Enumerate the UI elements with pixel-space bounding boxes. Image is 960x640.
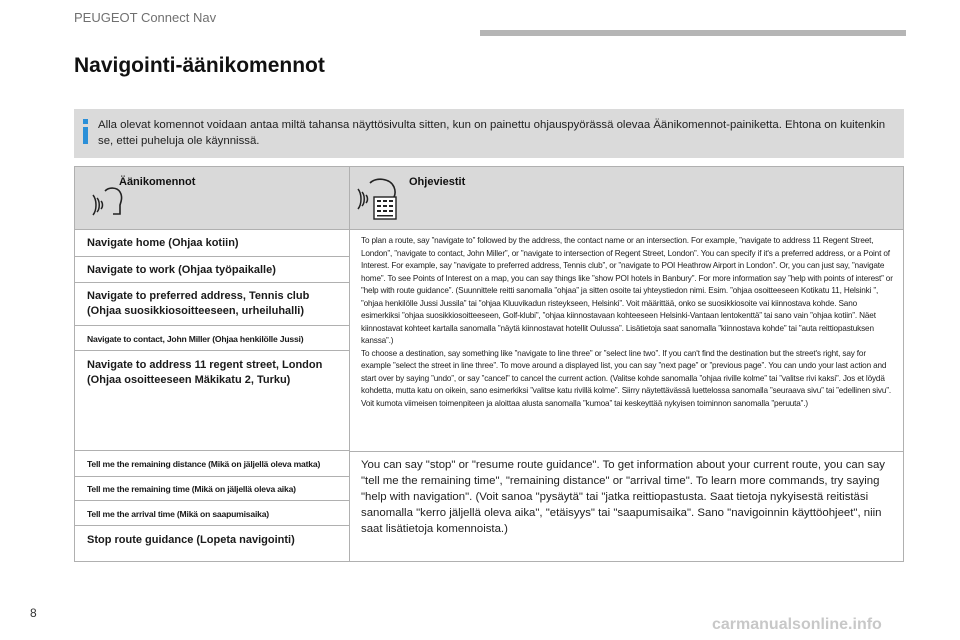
page-title: Navigointi-äänikomennot [74,54,325,77]
info-box [74,109,904,158]
help-paragraph: To plan a route, say ”navigate to” followed by the address, the contact name or an intersection. For example, ”navigate to address 11 Regent Street, London”, ”navigate to contact, John Miller”, or ”navigate to intersection of Regent Street, London”. You can specify if it's a preferred address, or a Point of Interest. For example, say ”navigate to preferred address, Tennis club”, or ”navigate to POI Heathrow Airport in London”. Or, you can just say, ”navigate home”. To see Points of Interest on a map, you can say things like ”show POI hotels in Banbury”. For more information say ”help with points of interest” or ”help with route guidance”. (Suunnittele reitti sanomalla ”ohjaa” ja sitten osoite tai yhteystiedon nimi. Esim. ”ohjaa osoitteeseen Kotikatu 11, Helsinki ”, ”ohjaa henkilölle Jussi Jussila” tai ”ohjaa Kluuvikadun risteykseen, Helsinki”. Voit määrittää, onko se suosikkiosoite vai kiinnostava kohde. Sano esimerkiksi ”ohjaa suosikkiosoitteeseen, Golf-klubi”, ”ohjaa kiinnostavaan kohteeseen Helsinki-Vantaan lentokenttä” tai sano vain ”ohjaa kotiin”. Näet kiinnostavat kohteet kartalla sanomalla ”näytä kiinnostavat hotellit Oulussa”. Lisätietoja saat sanomalla ”kiinnostava kohde” tai ”auta reittiopastuksen kanssa”.) [361,236,893,345]
table-row [75,257,349,283]
help-paragraph: To choose a destination, say something like ”navigate to line three” or ”select line two”. If you can't find the destination but the street's right, say for example ”select the street in line three”. To move around a displayed list, you can say ”next page” or ”previous page”. You can undo your last action and start over by saying ”undo”, or say ”cancel” to cancel the current action. (Valitse kohde sanomalla ”ohjaa riville kolme” tai ”valitse rivi kaksi”. Jos et löydä kohdetta, mutta katu on oikein, sano esimerkiksi ”valitse katu rivillä kolme”. Siirry näytettävässä luettelossa sanomalla ”seuraava sivu” tai ”edellinen sivu”. Voit kumota viimeisen toimenpiteen ja aloittaa alusta sanomalla ”kumoa” tai keskeyttää nykyisen toiminnon sanomalla ”peruuta”.) [361,348,891,408]
table-row [75,230,349,257]
command-text: Navigate to preferred address, Tennis club (Ohjaa suosikkiosoitteeseen, urheiluhalli) [87,290,310,317]
command-text: Stop route guidance (Lopeta navigointi) [87,534,295,546]
header-cell-commands [75,167,350,229]
header-commands-label: Äänikomennot [119,176,196,188]
command-text: Navigate home (Ohjaa kotiin) [87,237,239,249]
help-text-guidance: You can say "stop" or "resume route guidance". To get information about your current route, you can say "tell me the remaining time", "remaining distance" or "arrival time". To learn more commands, try saying "help with navigation". (Voit sanoa "pysäytä" tai "jatka reittiopastusta. Saat tietoja nykyisestä reitistäsi sanomalla "kerro jäljellä oleva aika", "etäisyys" tai "saapumisaika". Sano "navigoinnin käyttöohjeet", niin saat lisätietoja komennoista.) [361,459,885,535]
table-row [75,451,349,477]
voice-command-table [74,166,904,562]
table-row [75,326,349,351]
command-text: Navigate to work (Ohjaa työpaikalle) [87,264,276,276]
column-divider [350,451,903,452]
table-row [75,283,349,326]
table-row [75,477,349,501]
help-messages-icon [356,175,402,225]
table-row [75,526,349,561]
command-text: Tell me the arrival time (Mikä on saapumisaika) [87,509,269,519]
command-text: Navigate to contact, John Miller (Ohjaa henkilölle Jussi) [87,334,304,344]
command-text: Tell me the remaining time (Mikä on jäljellä oleva aika) [87,484,296,494]
header-bar [480,30,906,36]
manual-header: PEUGEOT Connect Nav [74,10,217,25]
command-text: Navigate to address 11 regent street, London (Ohjaa osoitteeseen Mäkikatu 2, Turku) [87,359,323,386]
watermark: carmanualsonline.info [712,616,882,633]
command-text: Tell me the remaining distance (Mikä on jäljellä oleva matka) [87,459,321,469]
header-help-label: Ohjeviestit [409,176,466,188]
commands-column [75,230,350,561]
table-row [75,351,349,451]
table-row [75,501,349,526]
info-icon [83,119,89,143]
table-header [75,167,903,230]
header-cell-help [350,167,903,229]
info-text: Alla olevat komennot voidaan antaa miltä tahansa näyttösivulta sitten, kun on painettu ohjauspyörässä olevaa Äänikomennot-painiketta. Ehtona on kuitenkin se, ettei puheluja ole käynnissä. [98,119,886,147]
help-text-navigation [361,235,897,410]
page-number: 8 [30,606,37,620]
